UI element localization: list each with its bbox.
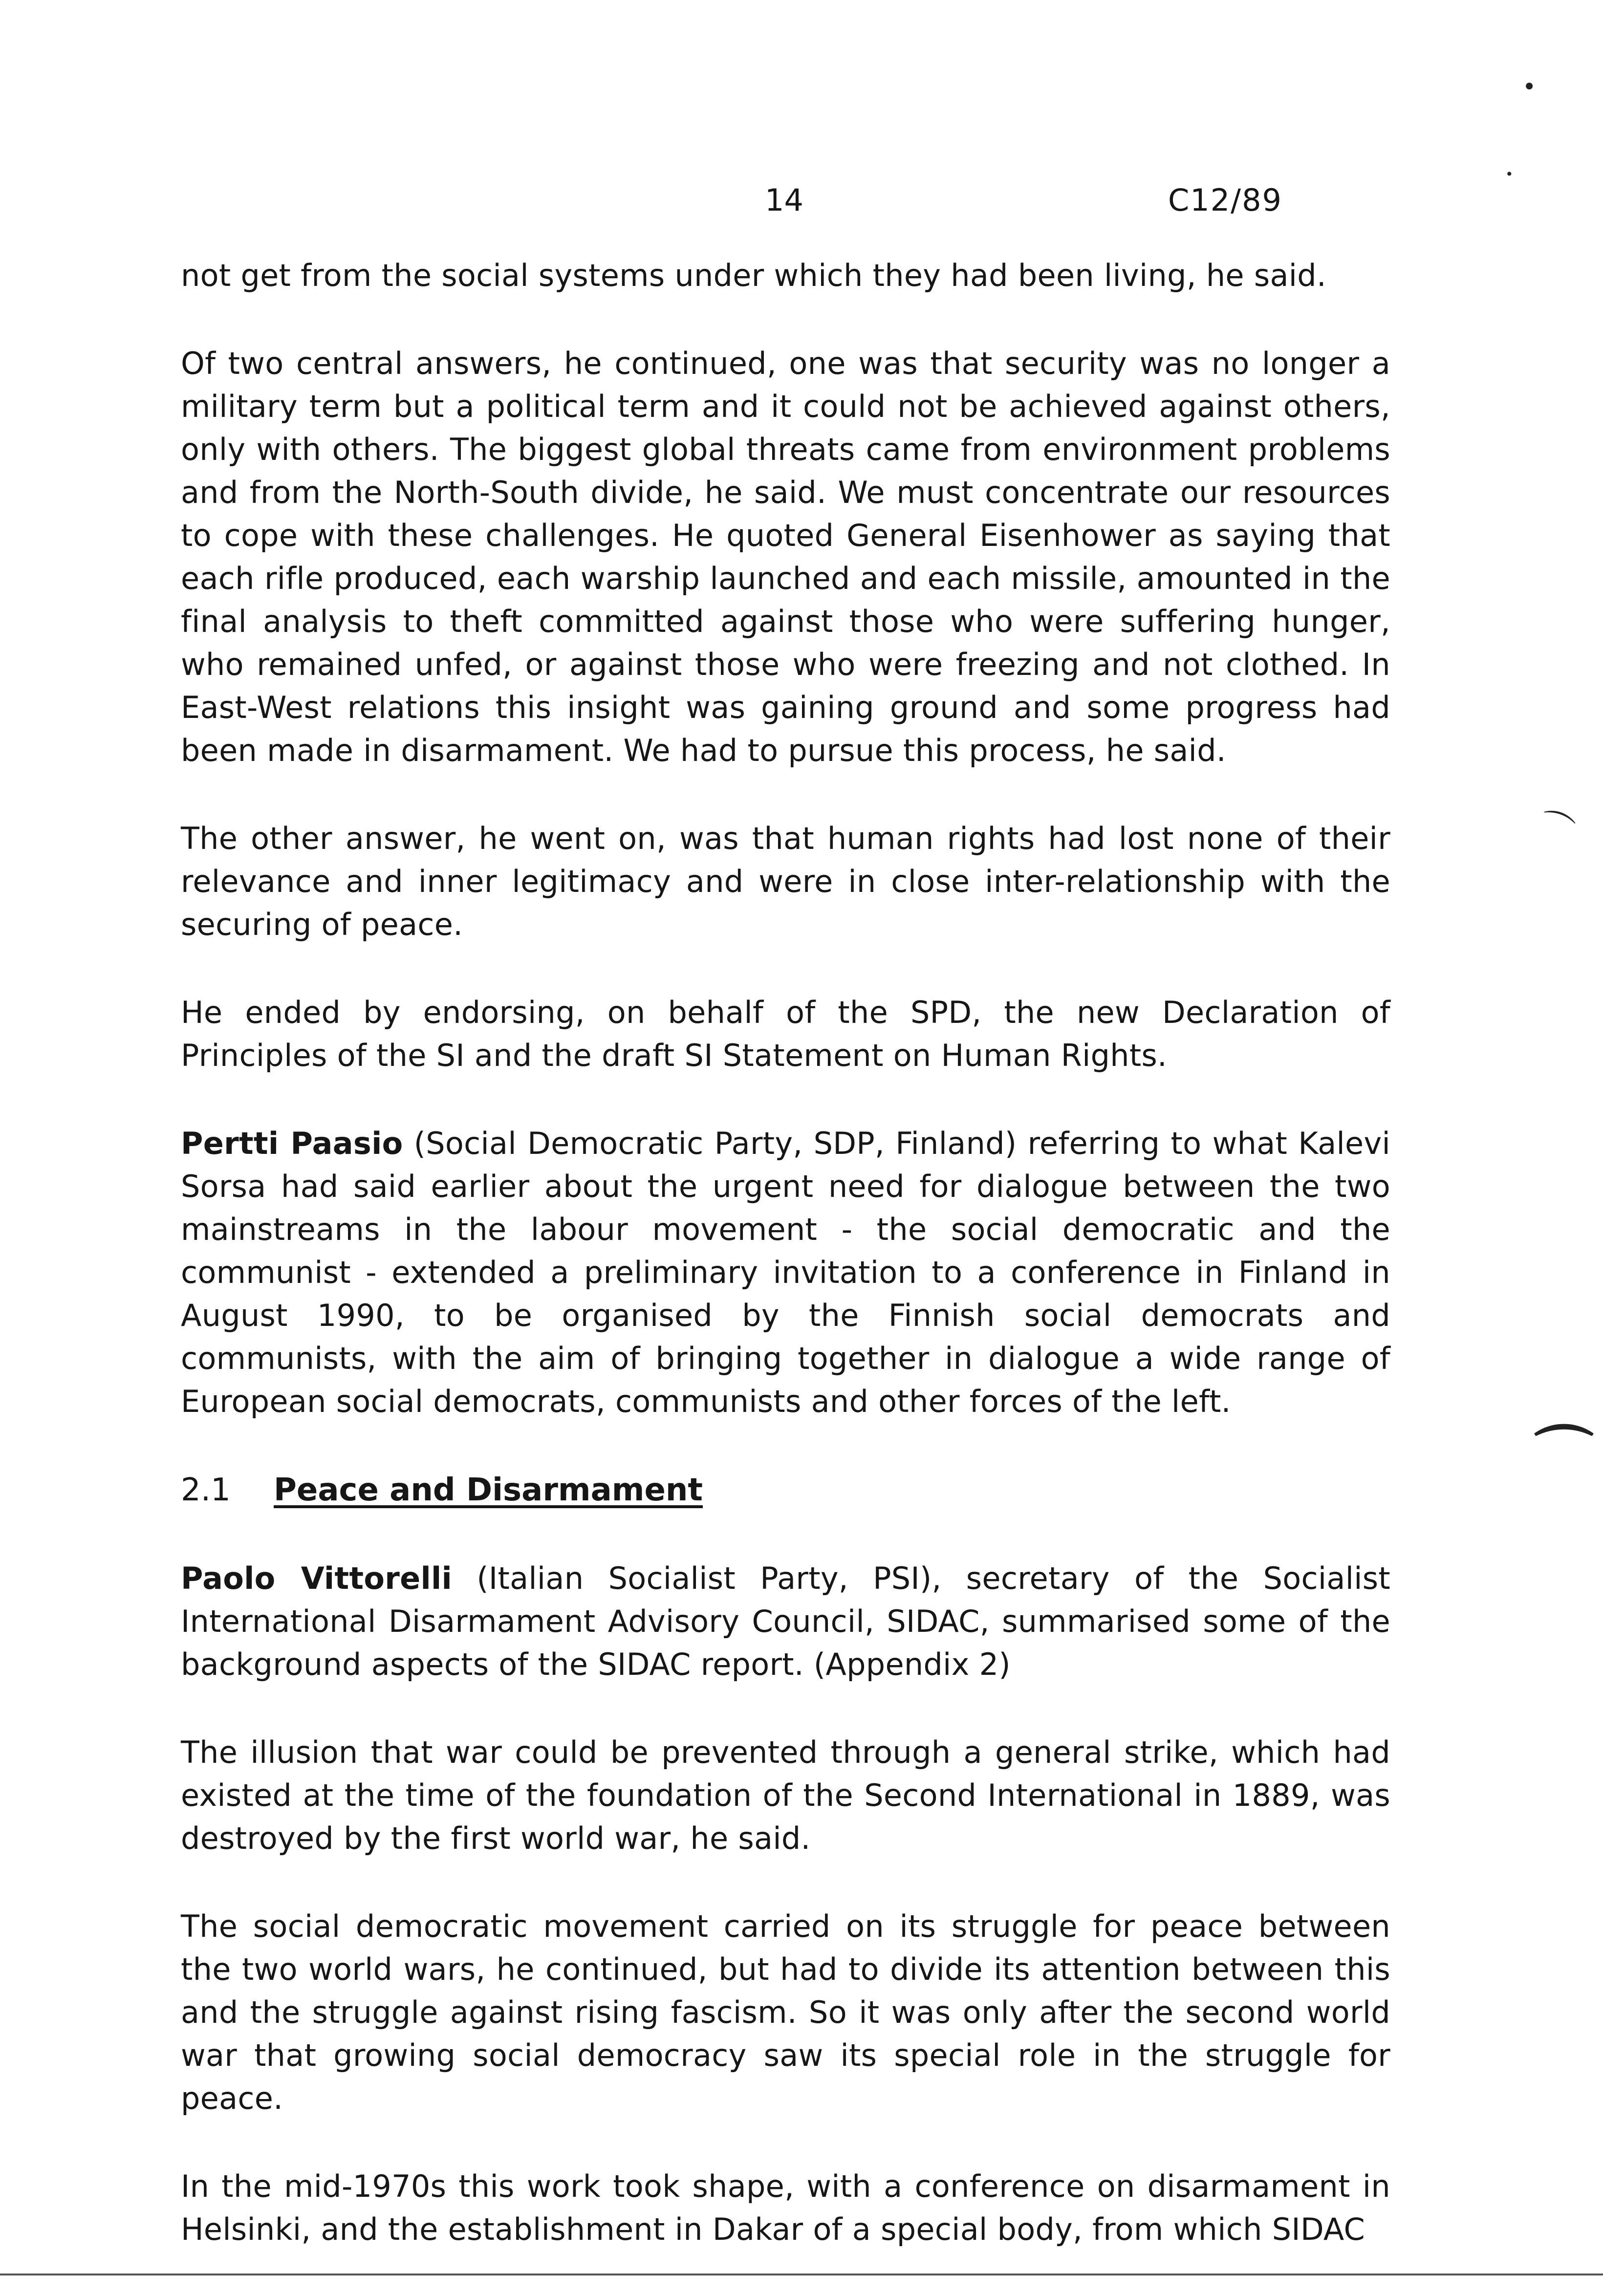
paragraph-text: The other answer, he went on, was that human rights had lost none of their relevance and inner legitimacy and were in close inter-relationship with the securing of peace. (181, 821, 1390, 942)
body-paragraph (181, 1122, 1390, 1423)
section-title: Peace and Disarmament (274, 1472, 703, 1508)
body-paragraph (181, 1557, 1390, 1686)
paragraph-text: (Social Democratic Party, SDP, Finland) referring to what Kalevi Sorsa had said earlier about the urgent need for dialogue between the two mainstreams in the labour movement - the social democratic and the communist - extended a preliminary invitation to a conference in Finland in August 1990, to be organised by the Finnish social democrats and communists, with the aim of bringing together in dialogue a wide range of European social democrats, communists and other forces of the left. (181, 1126, 1390, 1419)
page-number: 14 (765, 182, 803, 218)
margin-hook-mark: ⌒ (1533, 804, 1579, 854)
paragraph-text: The social democratic movement carried on its struggle for peace between the two world wars, he continued, but had to divide its attention between this and the struggle against rising fascism. So it was only after the second world war that growing social democracy saw its special role in the struggle for peace. (181, 1908, 1390, 2116)
paragraph-text: Of two central answers, he continued, one was that security was no longer a military term but a political term and it could not be achieved against others, only with others. The biggest global threats came from environment problems and from the North-South divide, he said. We must concentrate our resources to cope with these challenges. He quoted General Eisenhower as saying that each rifle produced, each warship launched and each missile, amounted in the final analysis to theft committed against those who were suffering hunger, who remained unfed, or against those who were freezing and not clothed. In East-West relations this insight was gaining ground and some progress had been made in disarmament. We had to pursue this process, he said. (181, 346, 1390, 768)
body-paragraph (181, 1905, 1390, 2120)
page-header (0, 178, 1603, 222)
document-body (181, 254, 1390, 2296)
body-paragraph (181, 1731, 1390, 1860)
margin-hook-mark: ⌒ (1535, 1421, 1593, 1489)
margin-dot-mark: • (1522, 73, 1537, 101)
paragraph-text: He ended by endorsing, on behalf of the SPD, the new Declaration of Principles of the SI and the draft SI Statement on Human Rights. (181, 995, 1390, 1073)
page-bottom-rule (0, 2274, 1603, 2275)
document-reference: C12/89 (1168, 182, 1282, 218)
body-paragraph (181, 254, 1390, 297)
section-number: 2.1 (181, 1472, 231, 1508)
paragraph-text: The illusion that war could be prevented through a general strike, which had existed at the time of the foundation of the Second International in 1889, was destroyed by the first world war, he said. (181, 1734, 1390, 1856)
body-paragraph (181, 991, 1390, 1077)
section-heading (181, 1468, 1390, 1512)
body-paragraph (181, 817, 1390, 946)
paragraph-text: not get from the social systems under which they had been living, he said. (181, 258, 1326, 293)
body-paragraph (181, 342, 1390, 772)
body-paragraph (181, 2165, 1390, 2251)
speaker-name: Paolo Vittorelli (181, 1560, 453, 1596)
paragraph-text: In the mid-1970s this work took shape, with a conference on disarmament in Helsinki, and the establishment in Dakar of a special body, from which SIDAC (181, 2168, 1390, 2247)
margin-dot-mark: • (1505, 166, 1514, 182)
paragraph-text: (Italian Socialist Party, PSI), secretary of the Socialist International Disarmament Advisory Council, SIDAC, summarised some of the background aspects of the SIDAC report. (Appendix 2) (181, 1560, 1390, 1682)
speaker-name: Pertti Paasio (181, 1126, 403, 1161)
